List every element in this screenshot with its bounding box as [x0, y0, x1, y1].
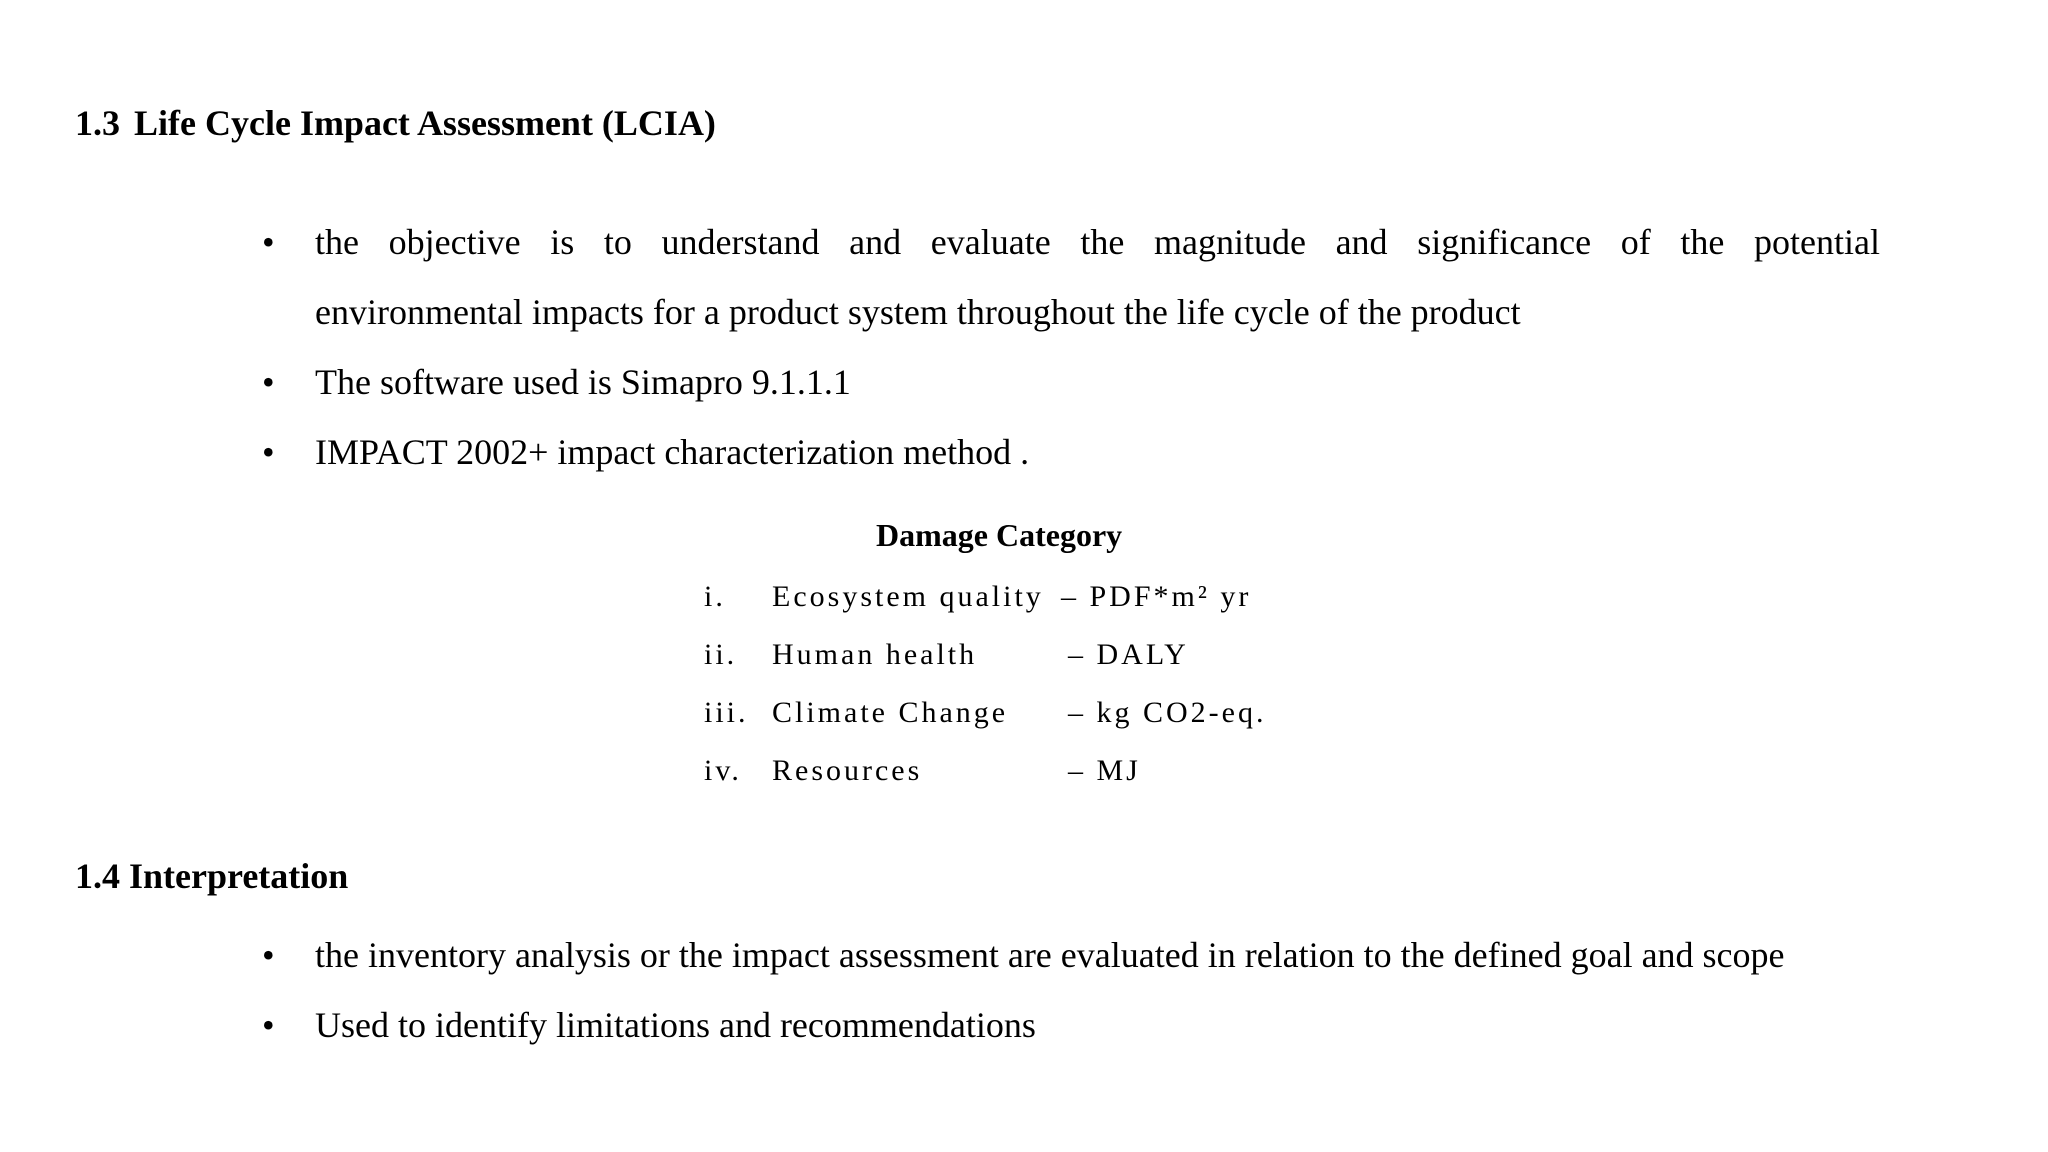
bullet-text: the inventory analysis or the impact assessment are evaluated in relation to the defined goal and scope: [315, 935, 1785, 975]
bullet-text: [315, 207, 1880, 347]
bullet-icon: •: [262, 935, 275, 975]
bullet-icon: •: [262, 1005, 275, 1045]
section-number: 1.3: [75, 103, 120, 143]
damage-unit: – MJ: [1068, 754, 1141, 787]
section-title: Life Cycle Impact Assessment (LCIA): [134, 103, 716, 143]
roman-numeral: iii.: [704, 696, 749, 729]
bullet-icon: •: [262, 222, 275, 262]
roman-numeral: ii.: [704, 638, 738, 671]
section-heading-1-4: [75, 854, 348, 898]
damage-category: Resources: [772, 754, 923, 787]
bullet-text: The software used is Simapro 9.1.1.1: [315, 362, 851, 402]
damage-unit: – kg CO2-eq.: [1068, 696, 1267, 729]
section-heading-1-3: [75, 101, 716, 145]
bullet-icon: •: [262, 362, 275, 402]
section-title: Interpretation: [129, 856, 349, 896]
damage-category: Climate Change: [772, 696, 1009, 729]
bullet-text-line: environmental impacts for a product system throughout the life cycle of the product: [315, 292, 1521, 332]
section-number: 1.4: [75, 856, 120, 896]
roman-numeral: iv.: [704, 754, 742, 787]
damage-unit: – PDF*m² yr: [1061, 580, 1252, 613]
bullet-text: IMPACT 2002+ impact characterization method .: [315, 432, 1030, 472]
damage-category: Human health: [772, 638, 978, 671]
bullet-icon: •: [262, 432, 275, 472]
bullet-text-line: the objective is to understand and evaluate the magnitude and significance of the potential: [315, 222, 1880, 262]
damage-unit: – DALY: [1068, 638, 1189, 671]
roman-numeral: i.: [704, 580, 726, 613]
bullet-text: Used to identify limitations and recommendations: [315, 1005, 1036, 1045]
damage-category-title: Damage Category: [876, 517, 1123, 553]
damage-category: Ecosystem quality: [772, 580, 1044, 613]
